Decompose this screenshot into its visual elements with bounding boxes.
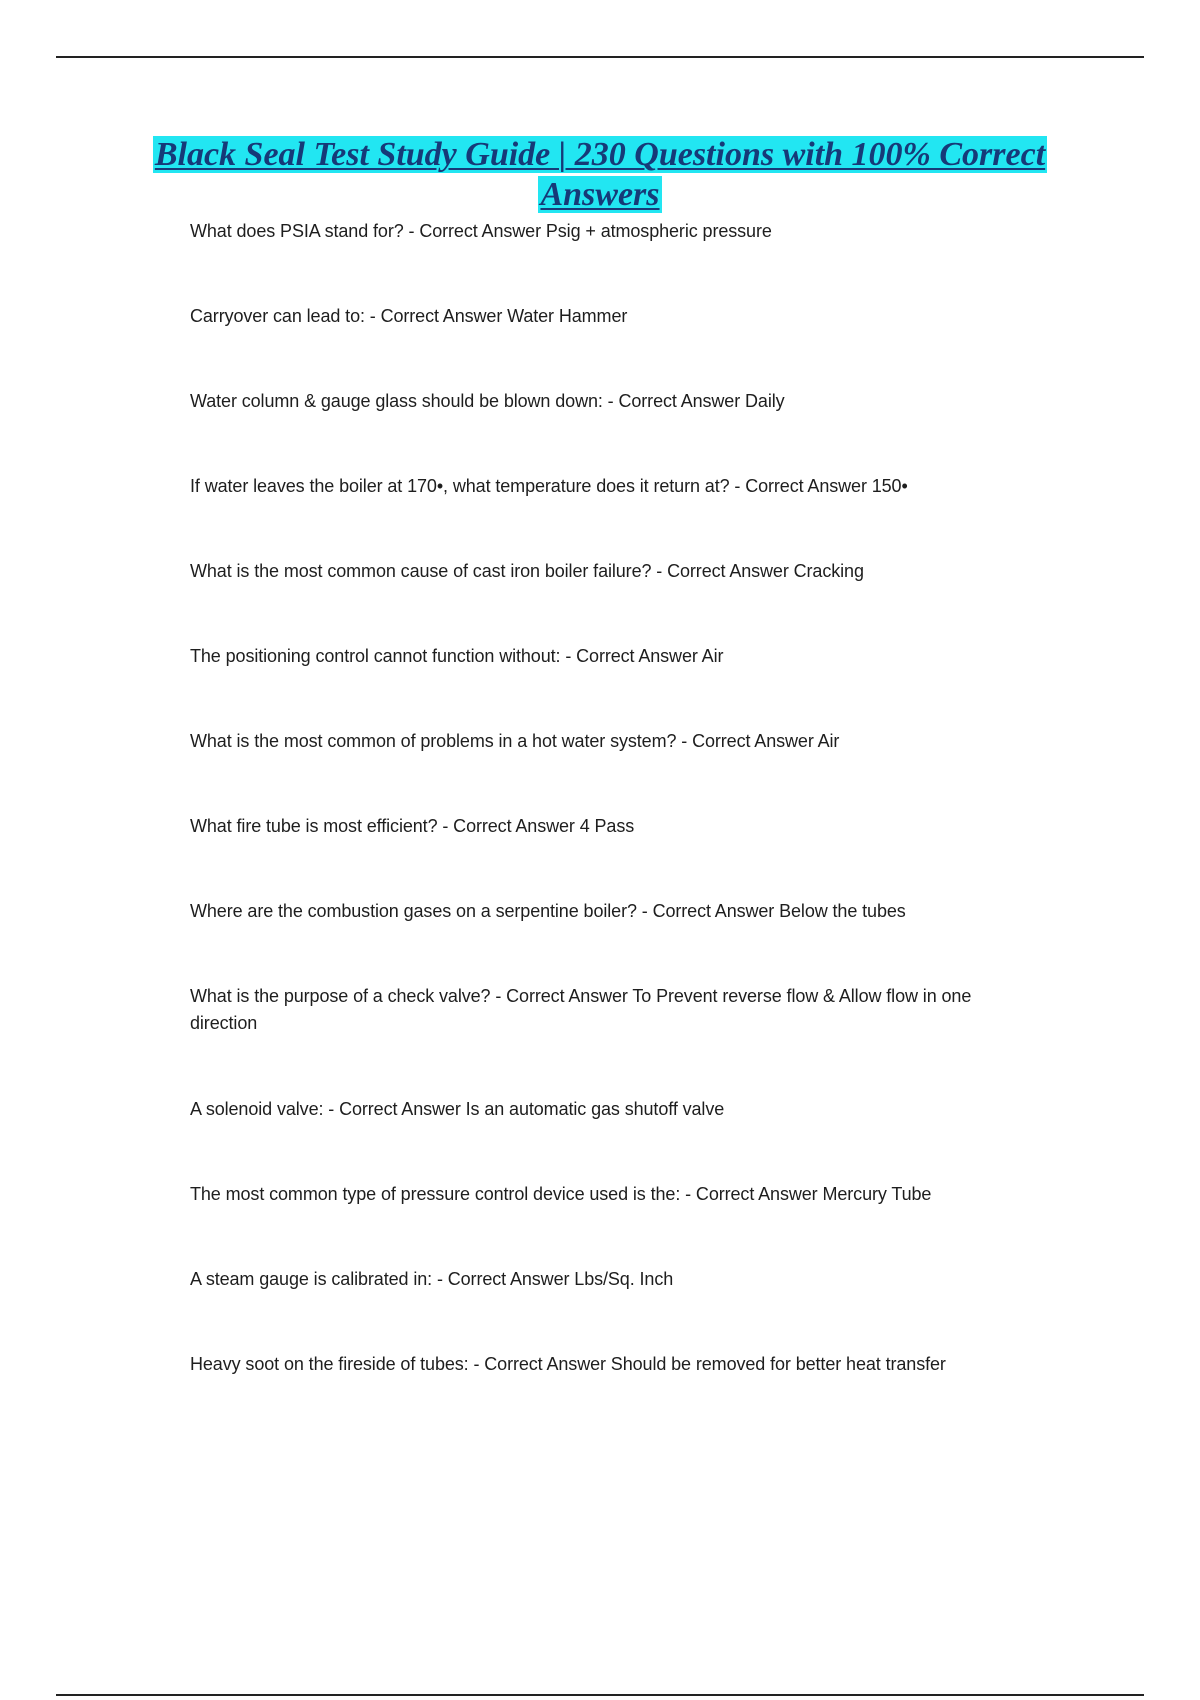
question-item: Carryover can lead to: - Correct Answer Water Hammer xyxy=(190,306,628,326)
question-item: Water column & gauge glass should be blown down: - Correct Answer Daily xyxy=(190,391,785,411)
question-item: The most common type of pressure control device used is the: - Correct Answer Mercury Tube xyxy=(190,1184,932,1204)
document-title-text: Black Seal Test Study Guide | 230 Questions with 100% Correct Answers xyxy=(154,136,1046,213)
question-item: What fire tube is most efficient? - Correct Answer 4 Pass xyxy=(190,816,635,836)
question-item: Where are the combustion gases on a serpentine boiler? - Correct Answer Below the tubes xyxy=(190,901,906,921)
question-item: What is the most common of problems in a hot water system? - Correct Answer Air xyxy=(190,731,840,751)
question-item: Heavy soot on the fireside of tubes: - Correct Answer Should be removed for better heat transfer xyxy=(190,1354,946,1374)
footer-rule xyxy=(56,1694,1144,1696)
question-item: What does PSIA stand for? - Correct Answer Psig + atmospheric pressure xyxy=(190,221,772,241)
question-item: What is the purpose of a check valve? - Correct Answer To Prevent reverse flow & Allow flow in one direction xyxy=(190,986,972,1033)
document-title xyxy=(150,135,1050,215)
question-list xyxy=(190,218,1040,1436)
question-item: A steam gauge is calibrated in: - Correct Answer Lbs/Sq. Inch xyxy=(190,1269,674,1289)
question-item: A solenoid valve: - Correct Answer Is an automatic gas shutoff valve xyxy=(190,1099,725,1119)
question-item: If water leaves the boiler at 170•, what temperature does it return at? - Correct Answer 150• xyxy=(190,476,908,496)
question-item: The positioning control cannot function without: - Correct Answer Air xyxy=(190,646,724,666)
header-rule xyxy=(56,56,1144,58)
question-item: What is the most common cause of cast iron boiler failure? - Correct Answer Cracking xyxy=(190,561,864,581)
